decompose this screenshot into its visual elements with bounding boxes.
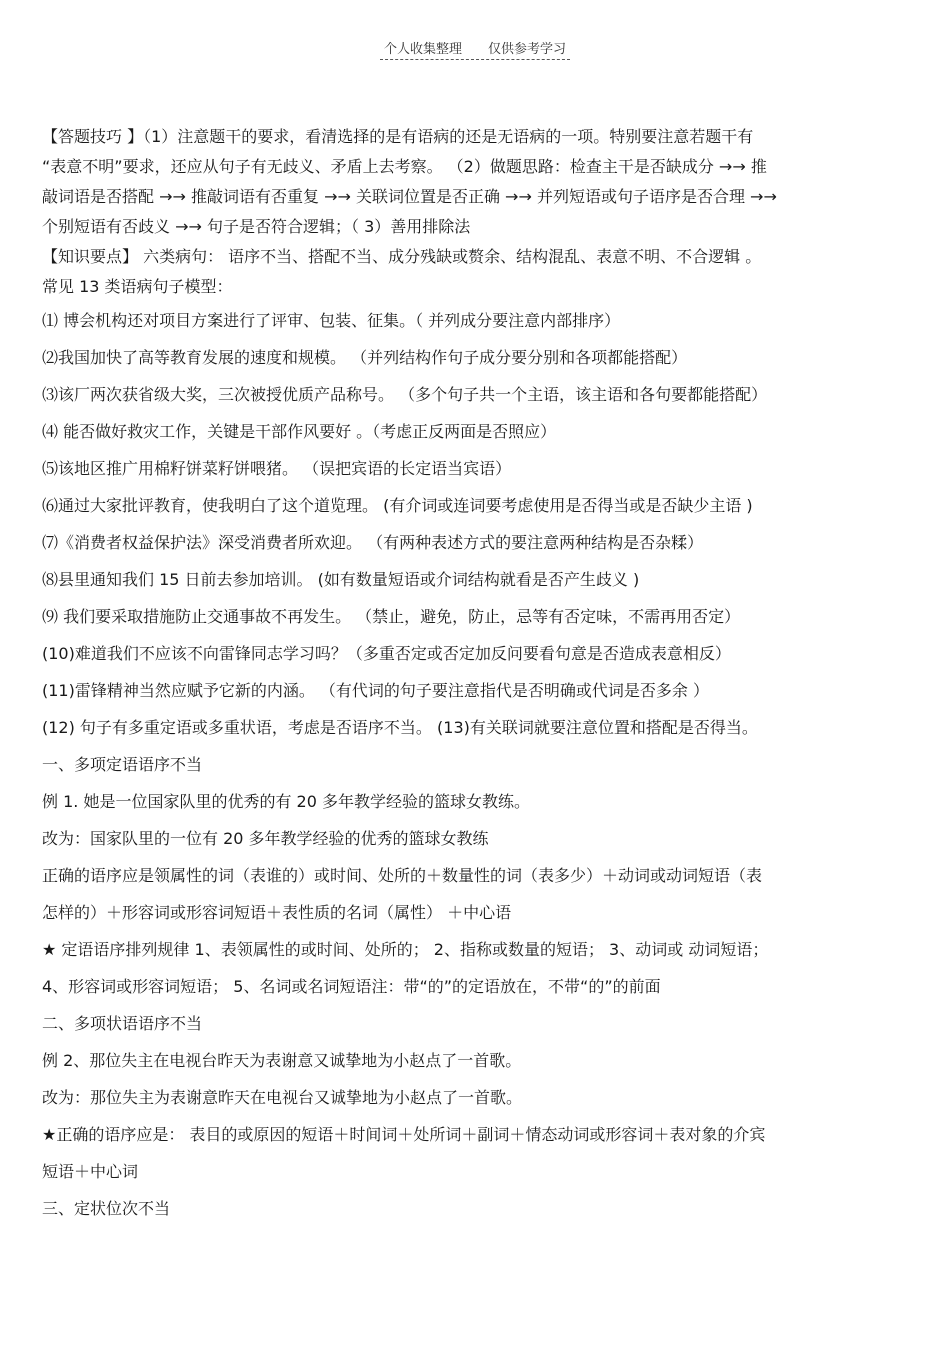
models-heading: 常见 13 类语病句子模型： [42, 277, 233, 296]
example-2-fix: 改为：那位失主为表谢意昨天在电视台又诚挚地为小赵点了一首歌。 [42, 1088, 523, 1107]
section-3-heading: 三、定状位次不当 [42, 1199, 171, 1218]
document-body [42, 122, 912, 1227]
attributive-rule-line-1: ★ 定语语序排列规律 1、表领属性的或时间、处所的； 2、指称或数量的短语； 3、动词或 动词短语； [42, 940, 769, 959]
model-1: ⑴ 博会机构还对项目方案进行了评审、包装、征集。（ 并列成分要注意内部排序） [42, 311, 621, 330]
attributive-rule-line-2: 4、形容词或形容词短语； 5、名词或名词短语注：带“的”的定语放在，不带“的”的前面 [42, 977, 661, 996]
section-2-heading: 二、多项状语语序不当 [42, 1014, 203, 1033]
order-rule-line-1: 正确的语序应是领属性的词（表谁的）或时间、处所的＋数量性的词（表多少）＋动词或动词短语（表 [42, 866, 763, 885]
knowledge-line: 【知识要点】 六类病句： 语序不当、搭配不当、成分残缺或赘余、结构混乱、表意不明、不合逻辑 。 [42, 247, 762, 266]
model-7: ⑺《消费者权益保护法》深受消费者所欢迎。 （有两种表述方式的要注意两种结构是否杂糅） [42, 533, 704, 552]
adverbial-rule-line-1: ★正确的语序应是： 表目的或原因的短语＋时间词＋处所词＋副词＋情态动词或形容词＋表对象的介宾 [42, 1125, 766, 1144]
tips-line-2: “表意不明”要求，还应从句子有无歧义、矛盾上去考察。 （2）做题思路：检查主干是否缺成分 →→ 推 [42, 157, 767, 176]
header-underline [380, 38, 570, 60]
model-5: ⑸该地区推广用棉籽饼菜籽饼喂猪。 （误把宾语的长定语当宾语） [42, 459, 512, 478]
section-1-heading: 一、多项定语语序不当 [42, 755, 203, 774]
header-left-text: 个人收集整理 [383, 42, 462, 57]
model-3: ⑶该厂两次获省级大奖，三次被授优质产品称号。 （多个句子共一个主语，该主语和各句要都能搭配） [42, 385, 768, 404]
example-1: 例 1. 她是一位国家队里的优秀的有 20 多年教学经验的篮球女教练。 [42, 792, 530, 811]
example-2: 例 2、那位失主在电视台昨天为表谢意又诚挚地为小赵点了一首歌。 [42, 1051, 522, 1070]
model-10: (10)难道我们不应该不向雷锋同志学习吗？（多重否定或否定加反问要看句意是否造成表意相反） [42, 644, 731, 663]
model-6: ⑹通过大家批评教育，使我明白了这个道览理。 (有介词或连词要考虑使用是否得当或是否缺少主语 ) [42, 496, 753, 515]
adverbial-rule-line-2: 短语＋中心词 [42, 1162, 139, 1181]
tips-line-3: 敲词语是否搭配 →→ 推敲词语有否重复 →→ 关联词位置是否正确 →→ 并列短语或句子语序是否合理 →→ [42, 187, 777, 206]
page-header [0, 38, 950, 60]
model-4: ⑷ 能否做好救灾工作，关键是干部作风要好 。（考虑正反两面是否照应） [42, 422, 557, 441]
tips-line-4: 个别短语有否歧义 →→ 句子是否符合逻辑；（ 3）善用排除法 [42, 217, 471, 236]
model-11: (11)雷锋精神当然应赋予它新的内涵。 （有代词的句子要注意指代是否明确或代词是否多余 ） [42, 681, 710, 700]
model-8: ⑻县里通知我们 15 日前去参加培训。 (如有数量短语或介词结构就看是否产生歧义 ) [42, 570, 640, 589]
tips-line-1: 【答题技巧 】（1）注意题干的要求，看清选择的是有语病的还是无语病的一项。特别要注意若题干有 [42, 127, 754, 146]
model-12-13: (12) 句子有多重定语或多重状语，考虑是否语序不当。 (13)有关联词就要注意位置和搭配是否得当。 [42, 718, 758, 737]
model-2: ⑵我国加快了高等教育发展的速度和规模。 （并列结构作句子成分要分别和各项都能搭配） [42, 348, 688, 367]
order-rule-line-2: 怎样的）＋形容词或形容词短语＋表性质的名词（属性） ＋中心语 [42, 903, 512, 922]
model-9: ⑼ 我们要采取措施防止交通事故不再发生。 （禁止，避免，防止，忌等有否定味，不需再用否定） [42, 607, 741, 626]
example-1-fix: 改为：国家队里的一位有 20 多年教学经验的优秀的篮球女教练 [42, 829, 489, 848]
header-right-text: 仅供参考学习 [488, 42, 567, 57]
